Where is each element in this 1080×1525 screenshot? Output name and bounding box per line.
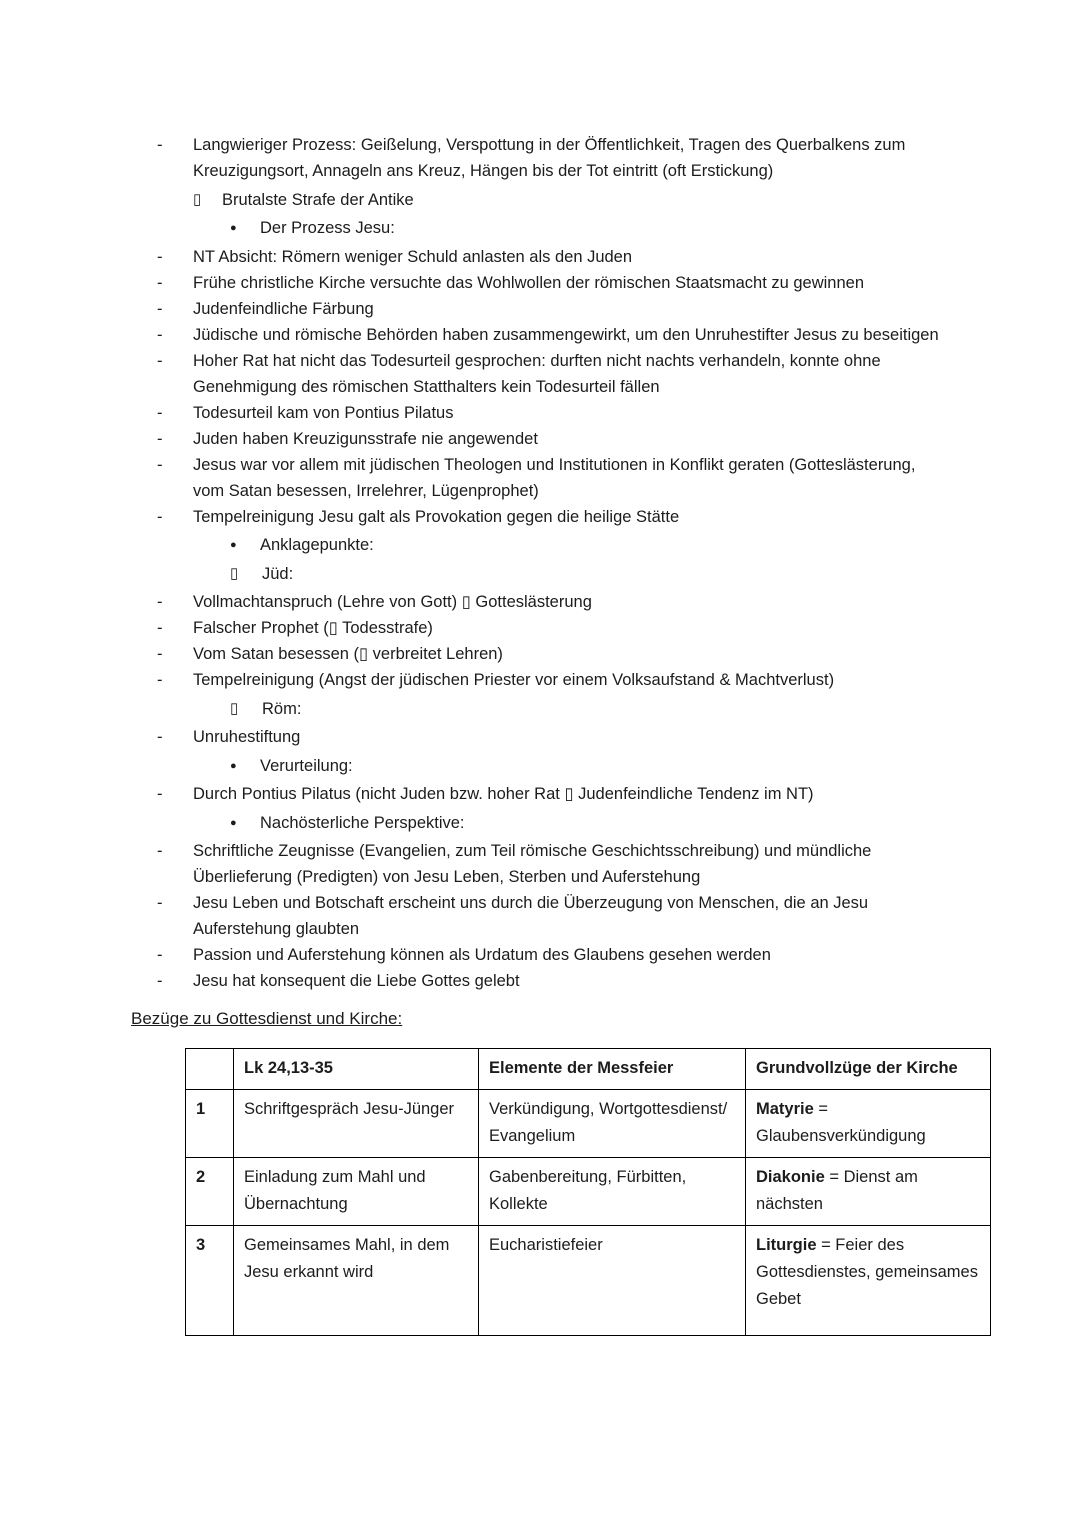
list-item-text: Vollmachtanspruch (Lehre von Gott) ▯ Gotteslästerung	[193, 593, 592, 611]
list-item	[131, 296, 951, 322]
table-header-cell: Elemente der Messfeier	[479, 1049, 746, 1090]
messfeier-cell: Eucharistiefeier	[479, 1226, 746, 1336]
liturgy-table	[185, 1048, 991, 1336]
list-item	[131, 322, 951, 348]
list-item-text: Vom Satan besessen (▯ verbreitet Lehren)	[193, 645, 503, 663]
dash-marker: -	[157, 299, 163, 318]
list-item	[131, 968, 951, 994]
list-item-text: Frühe christliche Kirche versuchte das Wohlwollen der römischen Staatsmacht zu gewinnen	[193, 273, 865, 292]
table-header-cell: Grundvollzüge der Kirche	[746, 1049, 991, 1090]
table-header-row	[186, 1049, 991, 1090]
bullet-icon: ●	[230, 816, 237, 829]
list-item	[131, 426, 951, 452]
list-item	[131, 504, 951, 530]
list-item	[131, 667, 951, 693]
missing-glyph-icon: ▯	[193, 190, 202, 208]
list-item	[131, 244, 951, 270]
list-item-text: Röm:	[262, 699, 302, 718]
lk-passage-cell: Schriftgespräch Jesu-Jünger	[234, 1090, 479, 1158]
list-item	[131, 838, 951, 890]
list-item-text: Unruhestiftung	[193, 728, 301, 746]
bullet-icon: ●	[230, 759, 237, 772]
dash-marker: -	[157, 455, 163, 474]
grundvollzug-term: Diakonie	[756, 1168, 825, 1186]
list-item-text: Durch Pontius Pilatus (nicht Juden bzw. hoher Rat ▯ Judenfeindliche Tendenz im NT)	[193, 785, 814, 803]
list-item	[131, 589, 951, 615]
table-row	[186, 1090, 991, 1158]
list-item	[131, 187, 951, 213]
row-number-cell: 2	[186, 1158, 234, 1226]
list-item-text: Jüd:	[262, 564, 294, 583]
list-item	[131, 270, 951, 296]
dash-marker: -	[157, 351, 163, 370]
list-item-text: NT Absicht: Römern weniger Schuld anlasten als den Juden	[193, 247, 633, 266]
row-number-cell: 1	[186, 1090, 234, 1158]
table-row	[186, 1226, 991, 1336]
dash-marker: -	[157, 671, 163, 689]
bullet-icon: ●	[230, 539, 237, 551]
dash-marker: -	[157, 273, 163, 292]
dash-marker: -	[157, 894, 163, 912]
grundvollzug-cell: Diakonie = Dienst am nächsten	[746, 1158, 991, 1226]
list-item-text: Jesu hat konsequent die Liebe Gottes gelebt	[193, 972, 520, 990]
grundvollzug-cell: Liturgie = Feier des Gottesdienstes, gemeinsames Gebet	[746, 1226, 991, 1336]
list-item-text: Tempelreinigung Jesu galt als Provokation gegen die heilige Stätte	[193, 507, 680, 526]
dash-marker: -	[157, 593, 163, 611]
dash-marker: -	[157, 972, 163, 990]
list-item	[131, 724, 951, 750]
list-item-text: Anklagepunkte:	[260, 536, 374, 554]
list-item-text: Brutalste Strafe der Antike	[222, 190, 414, 209]
missing-glyph-icon: ▯	[230, 564, 239, 582]
table-header-cell	[186, 1049, 234, 1090]
dash-marker: -	[157, 136, 163, 154]
messfeier-cell: Verkündigung, Wortgottesdienst/ Evangelium	[479, 1090, 746, 1158]
table-body	[186, 1090, 991, 1336]
dash-marker: -	[157, 429, 163, 448]
row-number-cell: 3	[186, 1226, 234, 1336]
grundvollzug-cell: Matyrie = Glaubensverkündigung	[746, 1090, 991, 1158]
list-item	[131, 400, 951, 426]
dash-marker: -	[157, 325, 163, 344]
lk-passage-cell: Gemeinsames Mahl, in dem Jesu erkannt wird	[234, 1226, 479, 1336]
list-item-text: Judenfeindliche Färbung	[193, 299, 374, 318]
dash-marker: -	[157, 247, 163, 266]
list-item	[131, 890, 951, 942]
dash-marker: -	[157, 619, 163, 637]
list-item	[131, 452, 951, 504]
list-item-text: Juden haben Kreuzigunsstrafe nie angewendet	[193, 429, 538, 448]
grundvollzug-term: Matyrie	[756, 1100, 814, 1118]
list-item-text: Falscher Prophet (▯ Todesstrafe)	[193, 619, 433, 637]
list-item	[131, 942, 951, 968]
list-item-text: Hoher Rat hat nicht das Todesurteil gesprochen: durften nicht nachts verhandeln, konnte ohne Genehmigung des römischen Statthalters kein Todesurteil fällen	[193, 351, 881, 396]
table-row	[186, 1158, 991, 1226]
grundvollzug-term: Liturgie	[756, 1236, 817, 1254]
missing-glyph-icon: ▯	[230, 699, 239, 717]
list-item	[131, 532, 951, 558]
list-item-text: Schriftliche Zeugnisse (Evangelien, zum Teil römische Geschichtsschreibung) und mündliche Überlieferung (Predigten) von Jesu Leben, Sterben und Auferstehung	[193, 842, 872, 886]
list-item-text: Verurteilung:	[260, 756, 353, 775]
dash-marker: -	[157, 507, 163, 526]
list-item	[131, 615, 951, 641]
list-item-text: Jesus war vor allem mit jüdischen Theologen und Institutionen in Konflikt geraten (Gotteslästerung, vom Satan besessen, Irrelehrer, Lügenprophet)	[193, 455, 916, 500]
bullet-icon: ●	[230, 222, 237, 234]
list-item	[131, 215, 951, 241]
list-item-text: Jesu Leben und Botschaft erscheint uns durch die Überzeugung von Menschen, die an Jesu Auferstehung glaubten	[193, 894, 869, 938]
section-heading: Bezüge zu Gottesdienst und Kirche:	[131, 1009, 403, 1028]
dash-marker: -	[157, 403, 163, 422]
list-item-text: Passion und Auferstehung können als Urdatum des Glaubens gesehen werden	[193, 946, 771, 964]
lk-passage-cell: Einladung zum Mahl und Übernachtung	[234, 1158, 479, 1226]
list-item	[131, 753, 951, 779]
dash-marker: -	[157, 645, 163, 663]
dash-marker: -	[157, 785, 163, 803]
dash-marker: -	[157, 728, 163, 746]
list-item	[131, 696, 951, 722]
list-item-text: Langwieriger Prozess: Geißelung, Verspottung in der Öffentlichkeit, Tragen des Querbalkens zum Kreuzigungsort, Annageln ans Kreuz, Hängen bis der Tot eintritt (oft Erstickung)	[193, 136, 906, 180]
list-item	[131, 561, 951, 587]
list-item	[131, 132, 951, 184]
list-item	[131, 641, 951, 667]
messfeier-cell: Gabenbereitung, Fürbitten, Kollekte	[479, 1158, 746, 1226]
dash-marker: -	[157, 842, 163, 860]
list-item-text: Jüdische und römische Behörden haben zusammengewirkt, um den Unruhestifter Jesus zu beseitigen	[193, 325, 939, 344]
list-item-text: Tempelreinigung (Angst der jüdischen Priester vor einem Volksaufstand & Machtverlust)	[193, 671, 835, 689]
list-item-text: Todesurteil kam von Pontius Pilatus	[193, 403, 454, 422]
dash-marker: -	[157, 946, 163, 964]
list-item-text: Der Prozess Jesu:	[260, 219, 395, 237]
list-item	[131, 348, 951, 400]
list-item-text: Nachösterliche Perspektive:	[260, 813, 465, 832]
list-item	[131, 810, 951, 836]
notes-list	[131, 132, 951, 994]
table-header-cell: Lk 24,13-35	[234, 1049, 479, 1090]
list-item	[131, 781, 951, 807]
